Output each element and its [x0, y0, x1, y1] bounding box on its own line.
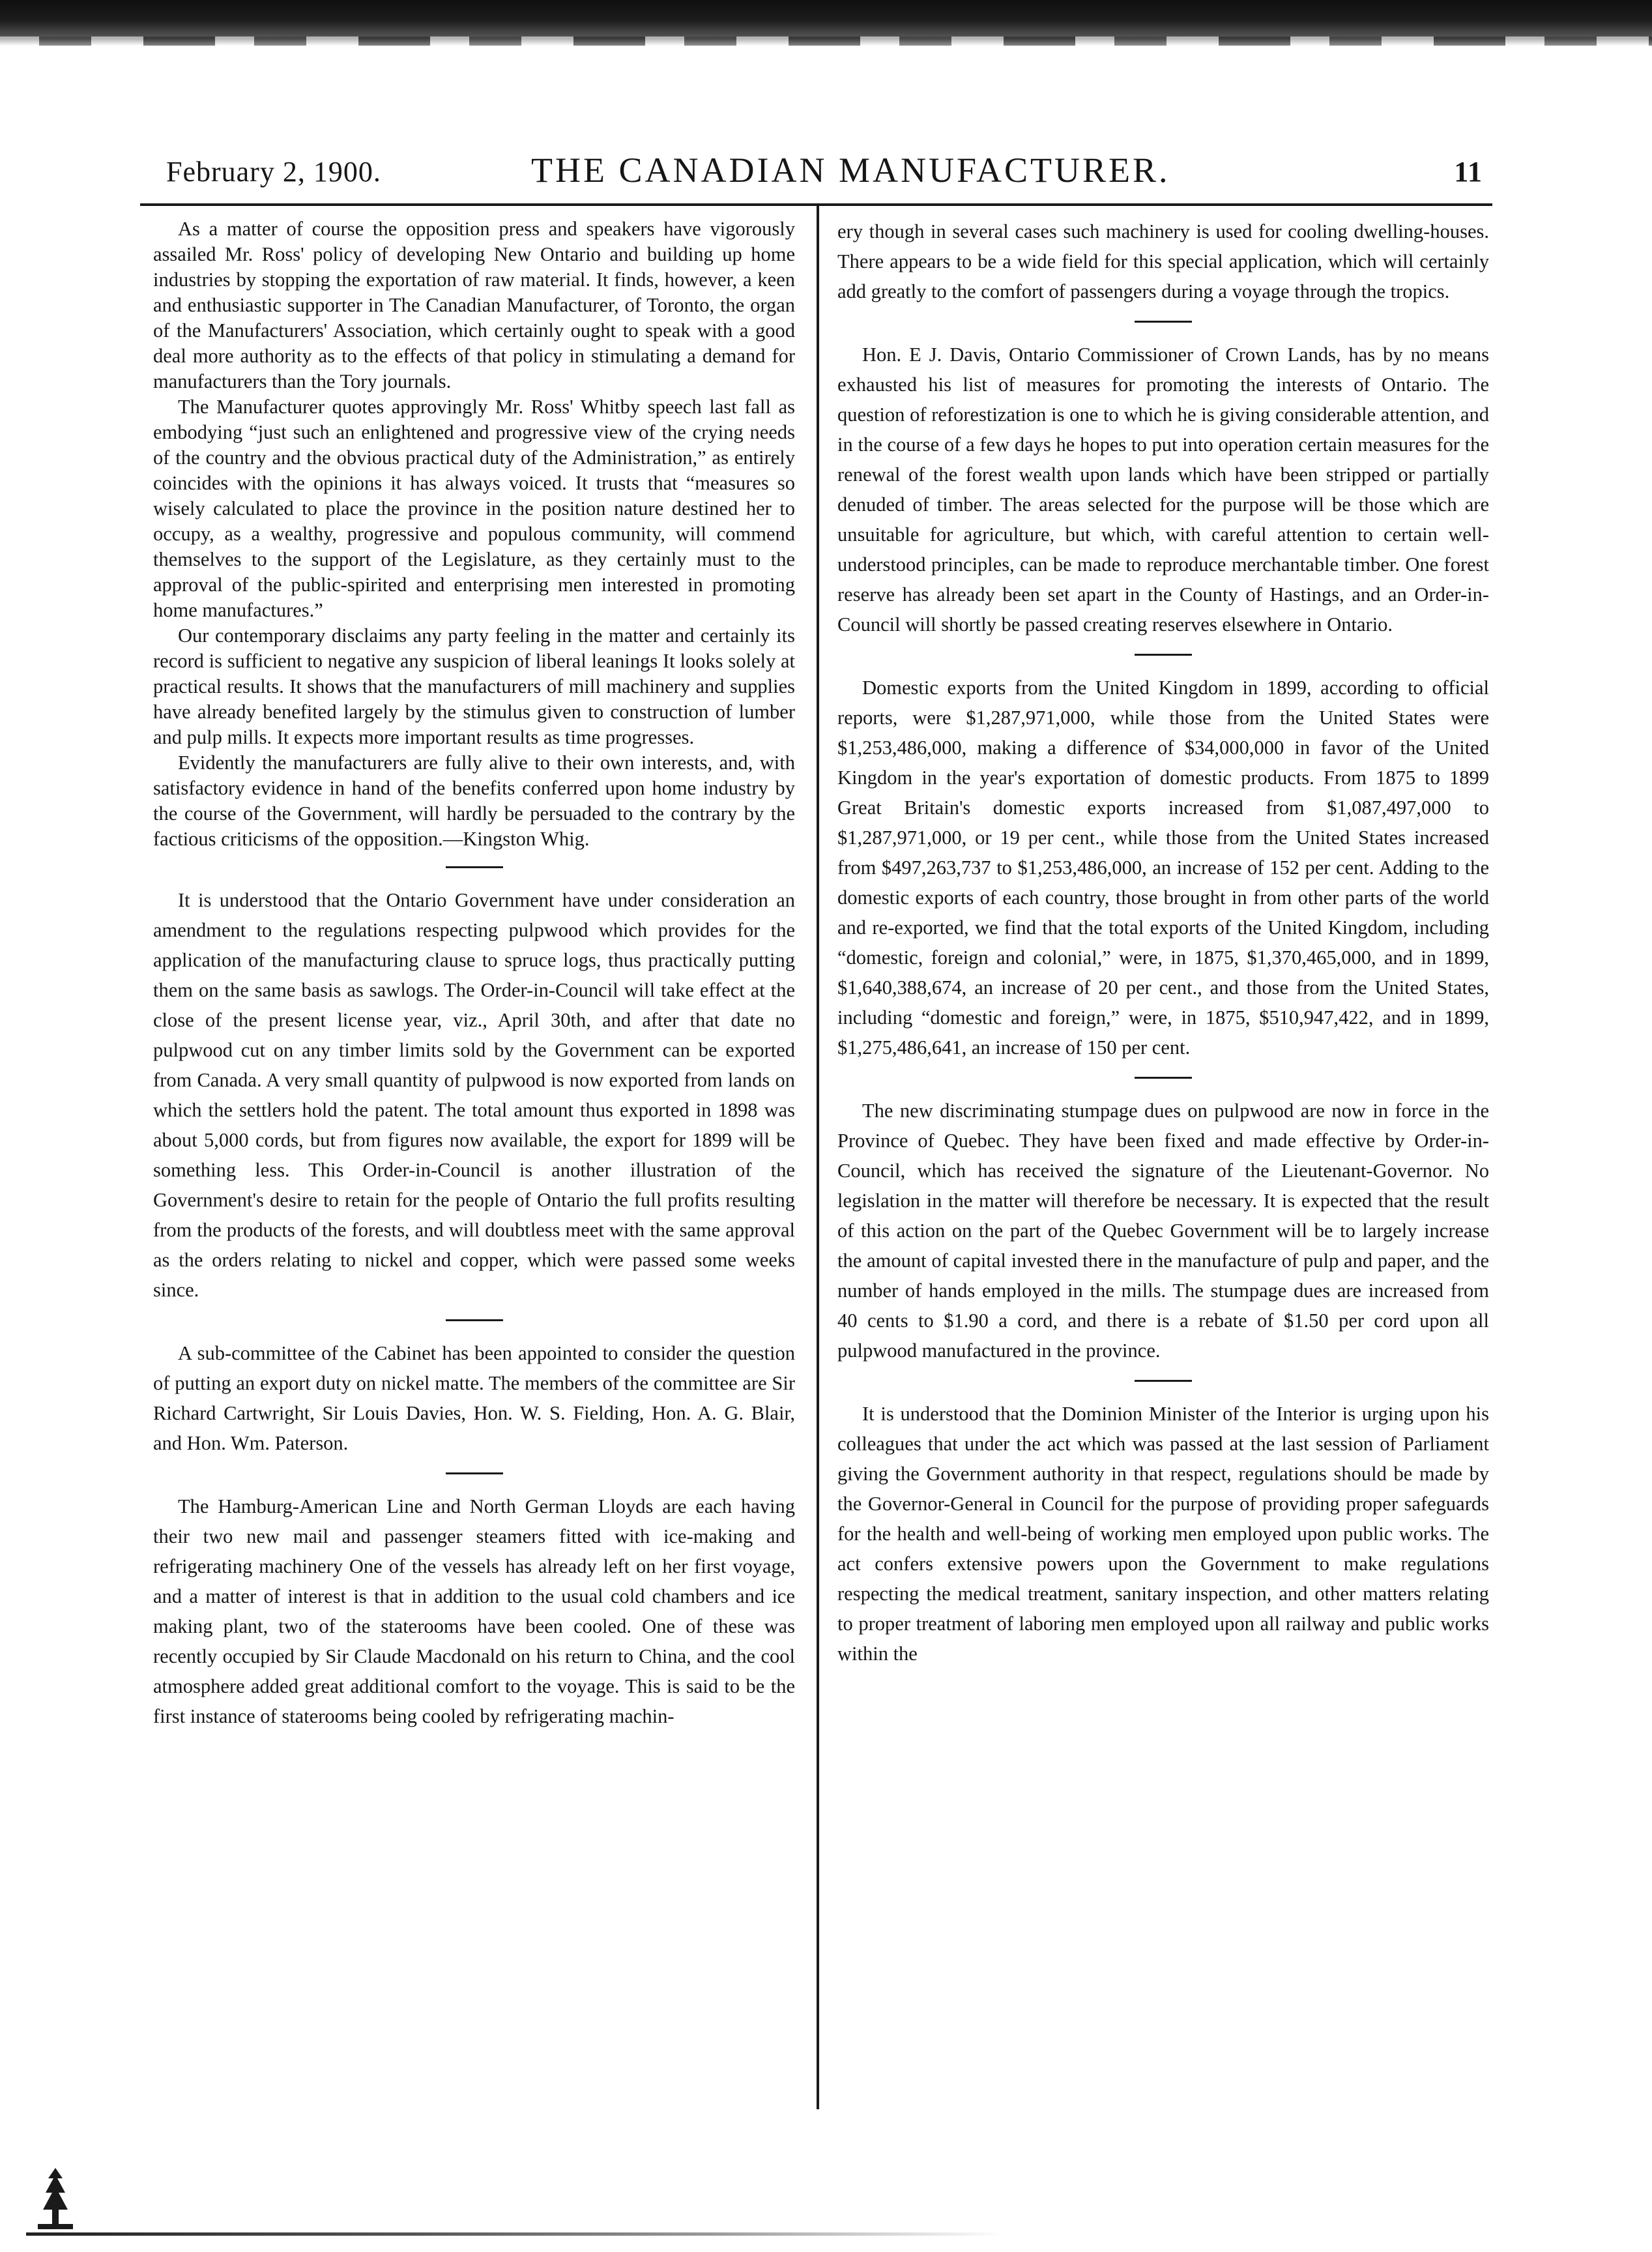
left-column: [153, 216, 795, 2107]
article-ross-policy-p3: Our contemporary disclaims any party feeling in the matter and certainly its record is sufficient to negative any suspicion of liberal leanings It looks solely at practical results. It shows that the manufacturers of mill machinery and supplies have already benefited largely by the stimulus given to construction of lumber and pulp mills. It expects more important results as time progresses.: [153, 624, 795, 748]
article-ross-policy-p4: Evidently the manufacturers are fully alive to their own interests, and, with satisfactory evidence in hand of the benefits conferred upon home industry by the course of the Government, will hardly be persuaded to the contrary by the factious criticisms of the opposition.—Kingston Whig.: [153, 752, 795, 850]
section-separator: [446, 1319, 503, 1321]
section-separator: [1135, 1077, 1192, 1079]
article-ross-policy-p2: The Manufacturer quotes approvingly Mr. Ross' Whitby speech last fall as embodying “just such an enlightened and progressive view of the crying needs of the country and the obvious practical duty of the Administration,” as entirely coincides with the opinions it has always voiced. It trusts that “measures so wisely calculated to place the province in the position nature destined her to occupy, as a wealthy, progressive and populous community, will commend themselves to the support of the Legislature, as they certainly must to the approval of the public-spirited and enterprising men interested in promoting home manufactures.”: [153, 396, 795, 621]
section-separator: [1135, 654, 1192, 656]
section-separator: [1135, 321, 1192, 323]
page-header: [166, 150, 1483, 196]
article-domestic-exports: Domestic exports from the United Kingdom in 1899, according to official reports, were $1,287,971,000, while those from the United States were $1,253,486,000, making a difference of $34,000,000 in favor of the United Kingdom in the year's exportation of domestic products. From 1875 to 1899 Great Britain's domestic exports increased from $1,087,497,000 to $1,287,971,000, or 19 per cent., while those from the United States increased from $497,263,737 to $1,253,486,000, an increase of 152 per cent. Adding to the domestic exports of each country, those brought in from other parts of the world and re-exported, we find that the total exports of the United Kingdom, including “domestic, foreign and colonial,” were, in 1875, $1,370,465,000, and in 1899, $1,640,388,674, an increase of 20 per cent., and those from the United States, including “domestic and foreign,” were, in 1875, $510,947,422, and in 1899, $1,275,486,641, an increase of 150 per cent.: [837, 677, 1489, 1059]
column-divider: [817, 206, 819, 2109]
article-public-works-regulations: It is understood that the Dominion Minister of the Interior is urging upon his colleagues that under the act which was passed at the last session of Parliament giving the Government authority in that respect, regulations should be made by the Governor-General in Council for the purpose of providing proper safeguards for the health and well-being of working men employed upon public works. The act confers extensive powers upon the Government to make regulations respecting the medical treatment, sanitary inspection, and other matters relating to proper treatment of laboring men employed upon all railway and public works within the: [837, 1403, 1489, 1665]
right-column: [837, 216, 1489, 2107]
publication-title: THE CANADIAN MANUFACTURER.: [531, 151, 1170, 190]
article-reforestization: Hon. E J. Davis, Ontario Commissioner of Crown Lands, has by no means exhausted his list of measures for promoting the interests of Ontario. The question of reforestization is one to which he is giving considerable attention, and in the course of a few days he hopes to put into operation certain measures for the renewal of the forest wealth upon lands which have been stripped or partially denuded of timber. The areas selected for the purpose will be those which are unsuitable for agriculture, but which, with careful attention to certain well-understood principles, can be made to reproduce merchantable timber. One forest reserve has already been set apart in the County of Hastings, and an Order-in-Council will shortly be passed creating reserves elsewhere in Ontario.: [837, 344, 1489, 636]
section-separator: [446, 866, 503, 868]
issue-date: February 2, 1900.: [166, 156, 381, 188]
section-separator: [1135, 1380, 1192, 1382]
article-nickel-committee: A sub-committee of the Cabinet has been appointed to consider the question of putting an export duty on nickel matte. The members of the committee are Sir Richard Cartwright, Sir Louis Davies, Hon. W. S. Fielding, Hon. A. G. Blair, and Hon. Wm. Paterson.: [153, 1342, 795, 1454]
article-refrigerated-steamers-cont: ery though in several cases such machinery is used for cooling dwelling-houses. There appears to be a wide field for this special application, which will certainly add greatly to the comfort of passengers during a voyage through the tropics.: [837, 220, 1489, 302]
corner-ornament-icon: [33, 2164, 78, 2236]
article-refrigerated-steamers: The Hamburg-American Line and North German Lloyds are each having their two new mail and passenger steamers fitted with ice-making and refrigerating machinery One of the vessels has already left on her first voyage, and a matter of interest is that in addition to the usual cold chambers and ice making plant, two of the staterooms have been cooled. One of these was recently occupied by Sir Claude Macdonald on his return to China, and the cool atmosphere added great additional comfort to the voyage. This is said to be the first instance of staterooms being cooled by refrigerating machin-: [153, 1495, 795, 1727]
article-ross-policy-p1: As a matter of course the opposition press and speakers have vigorously assailed Mr. Ross' policy of developing New Ontario and building up home industries by stopping the exportation of raw material. It finds, however, a keen and enthusiastic supporter in The Canadian Manufacturer, of Toronto, the organ of the Manufacturers' Association, which certainly ought to speak with a good deal more authority as to the effects of that policy in stimulating a demand for manufacturers than the Tory journals.: [153, 218, 795, 392]
scan-border-top: [0, 0, 1652, 46]
section-separator: [446, 1472, 503, 1474]
page-number: 11: [1454, 156, 1483, 188]
article-pulpwood-regulations: It is understood that the Ontario Government have under consideration an amendment to the regulations respecting pulpwood which provides for the application of the manufacturing clause to spruce logs, thus practically putting them on the same basis as sawlogs. The Order-in-Council will take effect at the close of the present license year, viz., April 30th, and after that date no pulpwood cut on any timber limits sold by the Government can be exported from Canada. A very small quantity of pulpwood is now exported from lands on which the settlers hold the patent. The total amount thus exported in 1898 was about 5,000 cords, but from figures now available, the export for 1899 will be something less. This Order-in-Council is another illustration of the Government's desire to retain for the people of Ontario the full profits resulting from the products of the forests, and will doubtless meet with the same approval as the orders relating to nickel and copper, which were passed some weeks since.: [153, 889, 795, 1301]
article-quebec-stumpage: The new discriminating stumpage dues on pulpwood are now in force in the Province of Quebec. They have been fixed and made effective by Order-in-Council, which has received the signature of the Lieutenant-Governor. No legislation in the matter will therefore be necessary. It is expected that the result of this action on the part of the Quebec Government will be to largely increase the amount of capital invested there in the manufacture of pulp and paper, and the number of hands employed in the mills. The stumpage dues are increased from 40 cents to $1.90 a cord, and there is a rebate of $1.50 per cord upon all pulpwood manufactured in the province.: [837, 1100, 1489, 1362]
scan-border-bottom: [26, 2232, 1004, 2236]
